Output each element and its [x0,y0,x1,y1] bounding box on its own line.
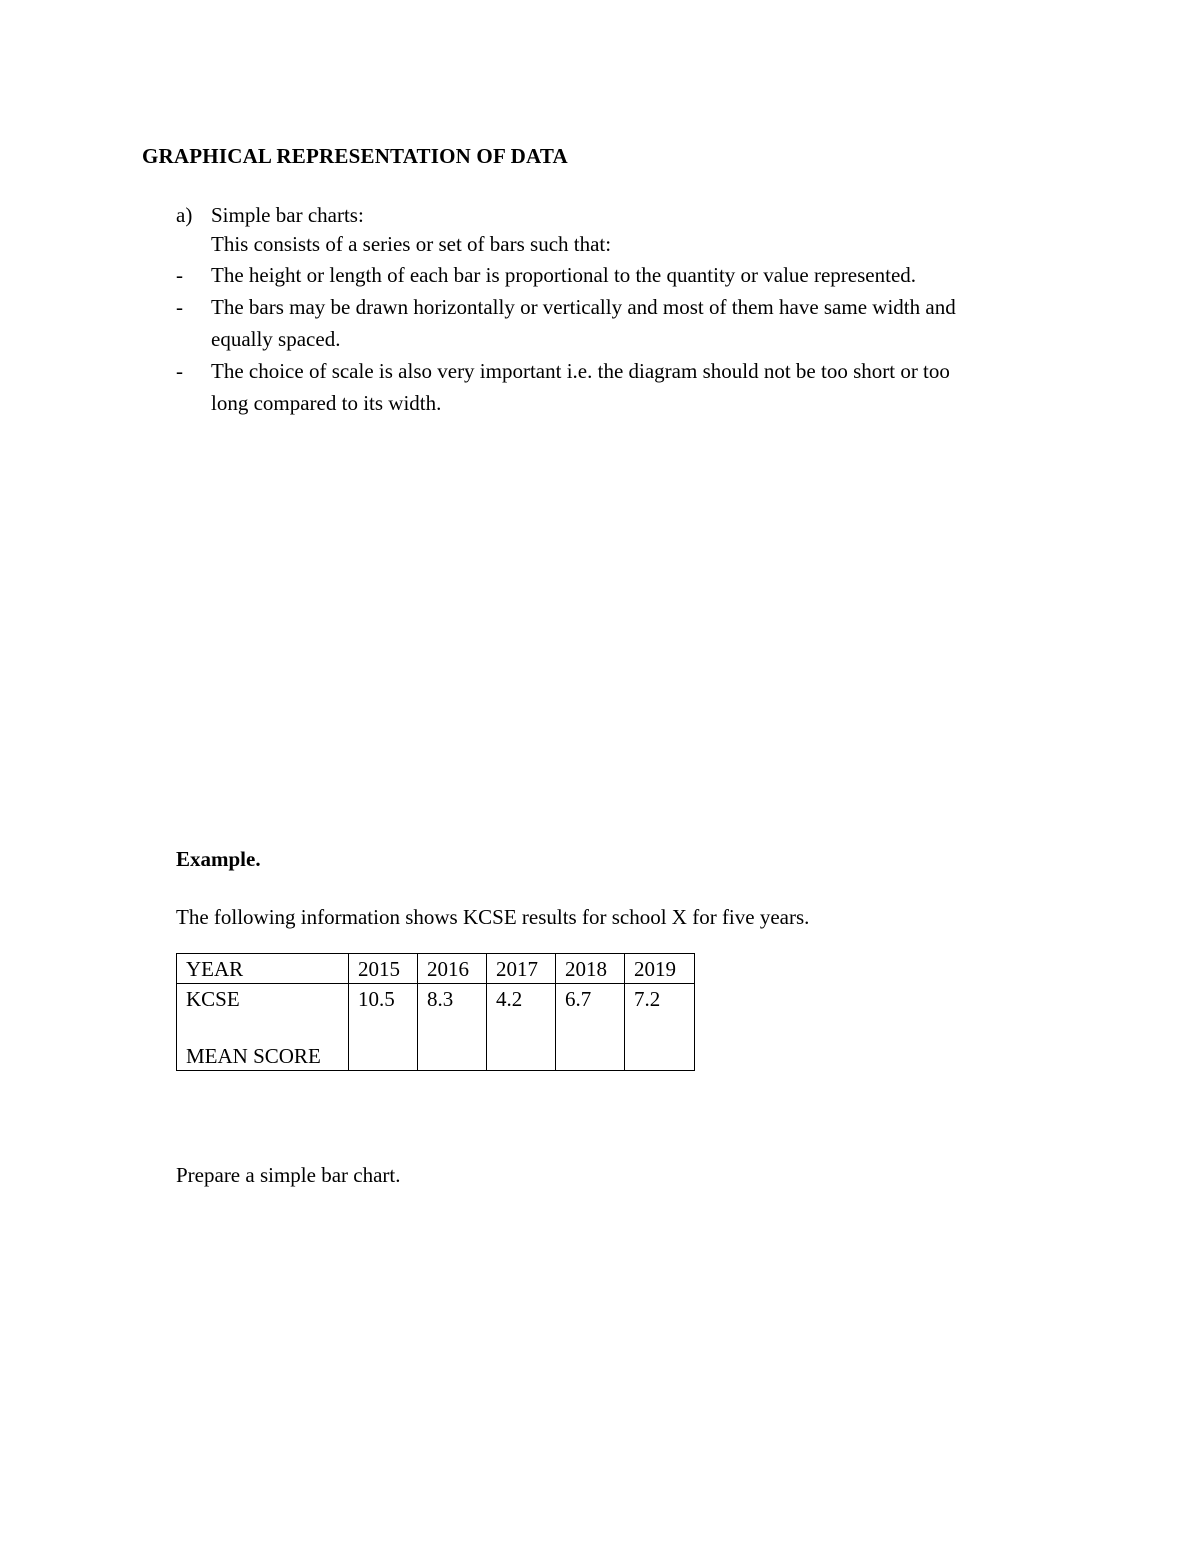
bullet-2-line-1: The bars may be drawn horizontally or vertically and most of them have same width and [211,295,956,319]
mean-score-label-cell [177,984,349,1071]
bullet-1-line-1: The height or length of each bar is proportional to the quantity or value represented. [211,263,917,287]
mean-score-cell: 10.5 [349,984,418,1071]
row-label-line-1: KCSE [186,987,240,1011]
mean-score-cell: 8.3 [418,984,487,1071]
year-cell: 2018 [556,954,625,984]
bullet-3-line-2: long compared to its width. [211,391,442,415]
section-a-intro: This consists of a series or set of bars such that: [211,232,612,256]
table-row [177,984,695,1071]
list-marker-a: a) [176,203,193,227]
year-cell: 2017 [487,954,556,984]
bullet-marker: - [176,263,183,287]
example-title: Example. [176,847,261,871]
bullet-3-line-1: The choice of scale is also very important i.e. the diagram should not be too short or too [211,359,950,383]
year-cell: 2015 [349,954,418,984]
example-intro: The following information shows KCSE results for school X for five years. [176,905,810,929]
page-heading: GRAPHICAL REPRESENTATION OF DATA [142,144,568,168]
bullet-marker: - [176,359,183,383]
mean-score-cell: 4.2 [487,984,556,1071]
section-a-title: Simple bar charts: [211,203,364,227]
mean-score-cell: 7.2 [625,984,695,1071]
year-cell: 2019 [625,954,695,984]
example-prompt: Prepare a simple bar chart. [176,1163,401,1187]
table-header-row [177,954,695,984]
year-cell: 2016 [418,954,487,984]
bullet-2-line-2: equally spaced. [211,327,341,351]
kcse-results-table [176,953,695,1071]
mean-score-cell: 6.7 [556,984,625,1071]
bullet-marker: - [176,295,183,319]
year-header-cell: YEAR [177,954,349,984]
row-label-line-2: MEAN SCORE [186,1044,321,1068]
